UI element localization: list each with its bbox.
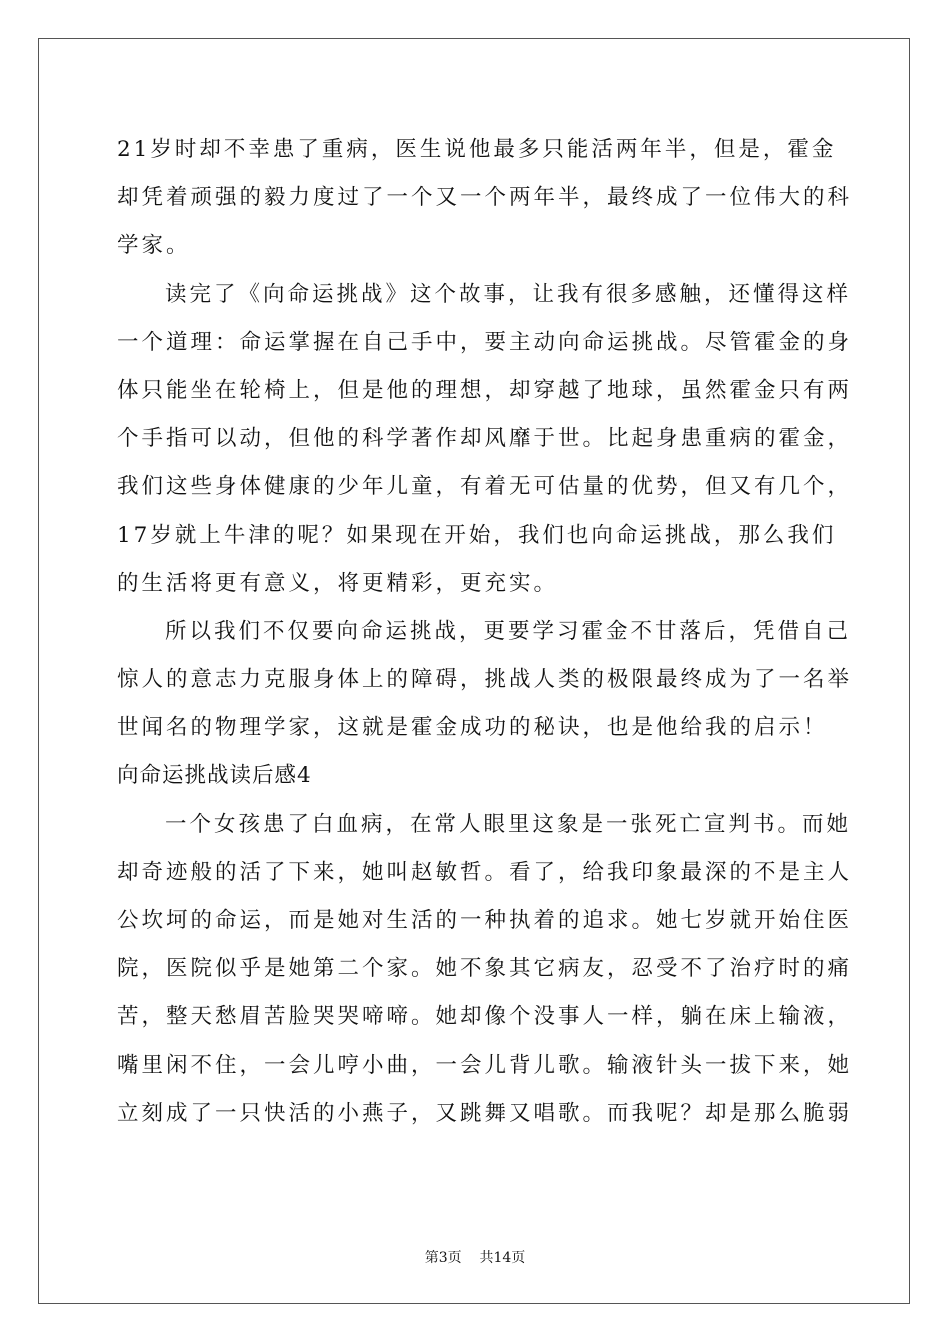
paragraph-start-line: 读完了《向命运挑战》这个故事，让我有很多感触，还懂得这样	[165, 281, 852, 307]
text-line: 立刻成了一只快活的小燕子，又跳舞又唱歌。而我呢？却是那么脆弱	[117, 1100, 853, 1126]
text-line: 一个道理：命运掌握在自己手中，要主动向命运挑战。尽管霍金的身	[117, 329, 853, 355]
text-line: 苦，整天愁眉苦脸哭哭啼啼。她却像个没事人一样，躺在床上输液，	[117, 1004, 853, 1030]
paragraph-start-line: 一个女孩患了白血病，在常人眼里这象是一张死亡宣判书。而她	[165, 811, 852, 837]
text-line: 我们这些身体健康的少年儿童，有着无可估量的优势，但又有几个，	[117, 474, 853, 500]
text-line: 院，医院似乎是她第二个家。她不象其它病友，忍受不了治疗时的痛	[117, 956, 853, 982]
text-line: 个手指可以动，但他的科学著作却风靡于世。比起身患重病的霍金，	[117, 426, 853, 452]
page-total: 共14页	[479, 1250, 526, 1266]
text-line: 公坎坷的命运，而是她对生活的一种执着的追求。她七岁就开始住医	[117, 908, 853, 933]
page-footer	[0, 1247, 950, 1267]
section-heading: 向命运挑战读后感4	[117, 763, 312, 789]
text-line: 却奇迹般的活了下来，她叫赵敏哲。看了，给我印象最深的不是主人	[117, 859, 853, 885]
text-line: 嘴里闲不住，一会儿哼小曲，一会儿背儿歌。输液针头一拔下来，她	[117, 1052, 853, 1078]
text-line: 世闻名的物理学家，这就是霍金成功的秘诀，也是他给我的启示！	[117, 715, 828, 741]
text-line: 体只能坐在轮椅上，但是他的理想，却穿越了地球，虽然霍金只有两	[117, 377, 853, 403]
text-line: 的生活将更有意义，将更精彩，更充实。	[117, 570, 559, 596]
text-line: 惊人的意志力克服身体上的障碍，挑战人类的极限最终成为了一名举	[117, 667, 853, 693]
text-line: 17岁就上牛津的呢？如果现在开始，我们也向命运挑战，那么我们	[117, 522, 837, 548]
document-body	[117, 126, 853, 1138]
paragraph-start-line: 所以我们不仅要向命运挑战，更要学习霍金不甘落后，凭借自己	[165, 618, 852, 644]
text-line: 21岁时却不幸患了重病，医生说他最多只能活两年半，但是，霍金	[117, 137, 837, 162]
page-number: 第3页	[424, 1250, 462, 1266]
text-line: 学家。	[117, 233, 191, 259]
text-line: 却凭着顽强的毅力度过了一个又一个两年半，最终成了一位伟大的科	[117, 185, 853, 211]
